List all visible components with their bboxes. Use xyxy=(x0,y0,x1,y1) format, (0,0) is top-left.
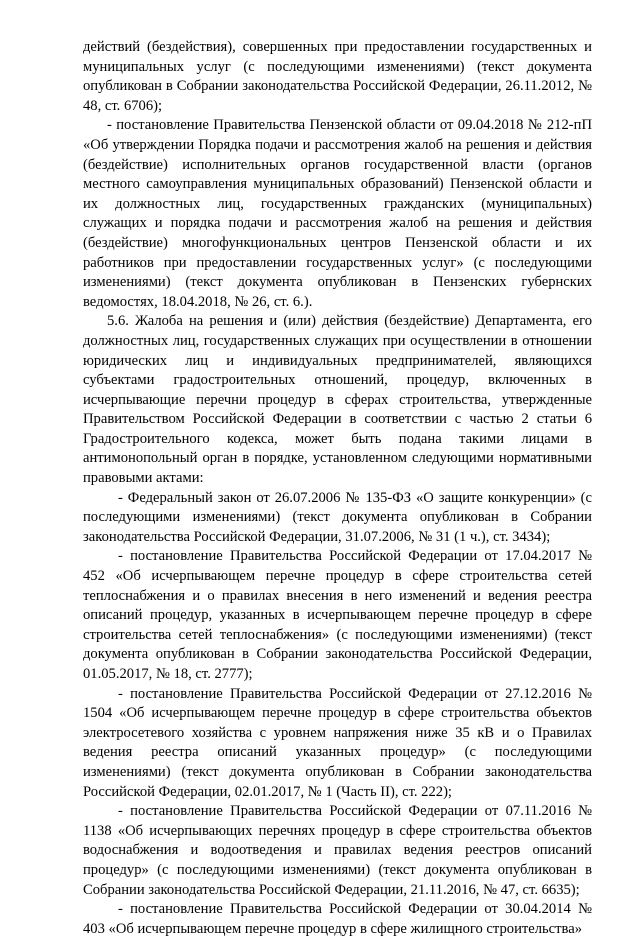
list-item-resolution-452: - постановление Правительства Российской Федерации от 17.04.2017 № 452 «Об исчерпывающем перечне процедур в сфере строительства сетей теплоснабжения и о правилах внесения в него изменений и ведения реестра описаний процедур, указанных в исчерпывающем перечне процедур в сфере строительства сетей теплоснабжения» (с последующими изменениями) (текст документа опубликован в Собрании законодательства Российской Федерации, 01.05.2017, № 18, ст. 2777); xyxy=(83,548,592,682)
paragraph-section-5-6: 5.6. Жалоба на решения и (или) действия (бездействие) Департамента, его должностных лиц, государственных служащих при осуществлении в отношении юридических лиц и индивидуальных предпринимателей, являющихся субъектами градостроительных отношений, процедур, включенных в исчерпывающие перечни процедур в сферах строительства, утвержденные Правительством Российской Федерации в соответствии с частью 2 статьи 6 Градостроительного кодекса, может быть подана такими лицами в антимонопольный орган в порядке, установленном следующими нормативными правовыми актами: xyxy=(83,313,592,487)
list-item-federal-law-135: - Федеральный закон от 26.07.2006 № 135-ФЗ «О защите конкуренции» (с последующими изменениями) (текст документа опубликован в Собрании законодательства Российской Федерации, 31.07.2006, № 31 (1 ч.), ст. 3434); xyxy=(83,489,592,545)
list-item-resolution-403: - постановление Правительства Российской Федерации от 30.04.2014 № 403 «Об исчерпывающем перечне процедур в сфере жилищного строительства» xyxy=(83,901,592,937)
paragraph-penza-resolution-212: - постановление Правительства Пензенской области от 09.04.2018 № 212-пП «Об утверждении Порядка подачи и рассмотрения жалоб на решения и действия (бездействие) исполнительных органов государственной власти (органов местного самоуправления муниципальных образований) Пензенской области и их должностных лиц, государственных гражданских (муниципальных) служащих и порядка подачи и рассмотрения жалоб на решения и действия (бездействие) многофункциональных центров Пензенской области и их работников при предоставлении государственных услуг» (с последующими изменениями) (текст документа опубликован в Пензенских губернских ведомостях, 18.04.2018, № 26, ст. 6.). xyxy=(83,117,592,310)
list-item-resolution-1504: - постановление Правительства Российской Федерации от 27.12.2016 № 1504 «Об исчерпывающем перечне процедур в сфере строительства объектов электросетевого хозяйства с уровнем напряжения ниже 35 кВ и о Правилах ведения реестра описаний указанных процедур» (с последующими изменениями) (текст документа опубликован в Собрании законодательства Российской Федерации, 02.01.2017, № 1 (Часть II), ст. 222); xyxy=(83,685,592,800)
paragraph-complaint-rules-continuation: действий (бездействия), совершенных при предоставлении государственных и муниципальных услуг (с последующими изменениями) (текст документа опубликован в Собрании законодательства Российской Федерации, 26.11.2012, № 48, ст. 6706); xyxy=(83,39,592,114)
list-item-resolution-1138: - постановление Правительства Российской Федерации от 07.11.2016 № 1138 «Об исчерпывающих перечнях процедур в сфере строительства объектов водоснабжения и водоотведения и правилах ведения реестров описаний процедур» (с последующими изменениями) (текст документа опубликован в Собрании законодательства Российской Федерации, 21.11.2016, № 47, ст. 6635); xyxy=(83,803,592,898)
